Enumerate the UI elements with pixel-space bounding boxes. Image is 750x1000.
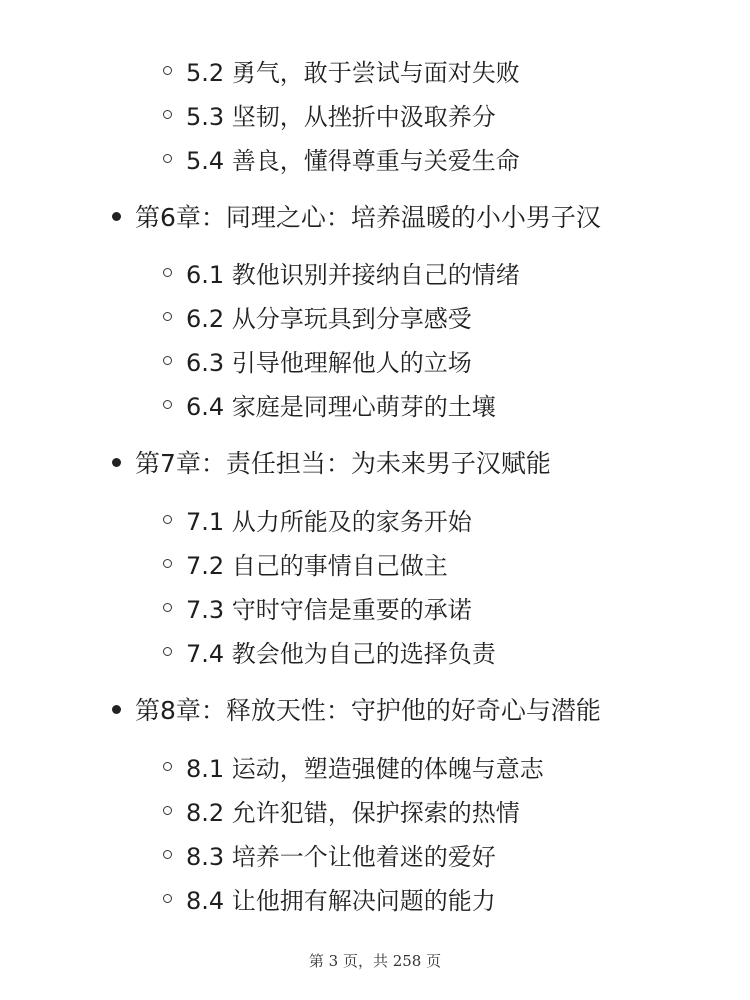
hollow-bullet-icon xyxy=(163,154,172,163)
toc-section-item[interactable] xyxy=(163,299,472,333)
toc-section-item[interactable] xyxy=(163,387,496,421)
toc-section-item[interactable] xyxy=(163,837,496,871)
hollow-bullet-icon xyxy=(163,268,172,277)
toc-section-label: 6.1 教他识别并接纳自己的情绪 xyxy=(186,260,520,289)
toc-chapter-label: 第7章：责任担当：为未来男子汉赋能 xyxy=(135,449,551,478)
toc-chapter-item[interactable] xyxy=(112,691,601,727)
hollow-bullet-icon xyxy=(163,312,172,321)
toc-section-item[interactable] xyxy=(163,749,544,783)
toc-section-label: 6.2 从分享玩具到分享感受 xyxy=(186,304,472,333)
toc-chapter-item[interactable] xyxy=(112,444,551,480)
toc-section-label: 7.3 守时守信是重要的承诺 xyxy=(186,595,472,624)
toc-section-item[interactable] xyxy=(163,141,520,175)
toc-section-label: 5.4 善良，懂得尊重与关爱生命 xyxy=(186,146,520,175)
toc-section-item[interactable] xyxy=(163,255,520,289)
toc-section-label: 5.3 坚韧，从挫折中汲取养分 xyxy=(186,102,496,131)
hollow-bullet-icon xyxy=(163,647,172,656)
toc-section-label: 8.4 让他拥有解决问题的能力 xyxy=(186,886,496,915)
hollow-bullet-icon xyxy=(163,110,172,119)
toc-section-label: 8.1 运动，塑造强健的体魄与意志 xyxy=(186,754,544,783)
filled-bullet-icon xyxy=(112,458,121,467)
hollow-bullet-icon xyxy=(163,66,172,75)
toc-section-label: 6.3 引导他理解他人的立场 xyxy=(186,348,472,377)
toc-section-item[interactable] xyxy=(163,343,472,377)
hollow-bullet-icon xyxy=(163,400,172,409)
toc-section-label: 8.3 培养一个让他着迷的爱好 xyxy=(186,842,496,871)
toc-section-label: 7.1 从力所能及的家务开始 xyxy=(186,507,472,536)
toc-section-item[interactable] xyxy=(163,53,520,87)
toc-section-label: 7.2 自己的事情自己做主 xyxy=(186,551,448,580)
toc-section-label: 8.2 允许犯错，保护探索的热情 xyxy=(186,798,520,827)
toc-chapter-label: 第8章：释放天性：守护他的好奇心与潜能 xyxy=(135,696,601,725)
toc-section-item[interactable] xyxy=(163,881,496,915)
hollow-bullet-icon xyxy=(163,603,172,612)
hollow-bullet-icon xyxy=(163,850,172,859)
toc-section-item[interactable] xyxy=(163,97,496,131)
toc-chapter-item[interactable] xyxy=(112,198,601,234)
hollow-bullet-icon xyxy=(163,806,172,815)
hollow-bullet-icon xyxy=(163,515,172,524)
page-number-footer: 第 3 页，共 258 页 xyxy=(308,952,442,970)
toc-section-item[interactable] xyxy=(163,502,472,536)
toc-section-item[interactable] xyxy=(163,634,496,668)
toc-section-item[interactable] xyxy=(163,590,472,624)
toc-chapter-label: 第6章：同理之心：培养温暖的小小男子汉 xyxy=(135,203,601,232)
filled-bullet-icon xyxy=(112,705,121,714)
toc-section-label: 5.2 勇气，敢于尝试与面对失败 xyxy=(186,58,520,87)
toc-section-label: 7.4 教会他为自己的选择负责 xyxy=(186,639,496,668)
hollow-bullet-icon xyxy=(163,356,172,365)
toc-section-label: 6.4 家庭是同理心萌芽的土壤 xyxy=(186,392,496,421)
hollow-bullet-icon xyxy=(163,762,172,771)
hollow-bullet-icon xyxy=(163,559,172,568)
toc-section-item[interactable] xyxy=(163,546,448,580)
filled-bullet-icon xyxy=(112,212,121,221)
hollow-bullet-icon xyxy=(163,894,172,903)
toc-section-item[interactable] xyxy=(163,793,520,827)
